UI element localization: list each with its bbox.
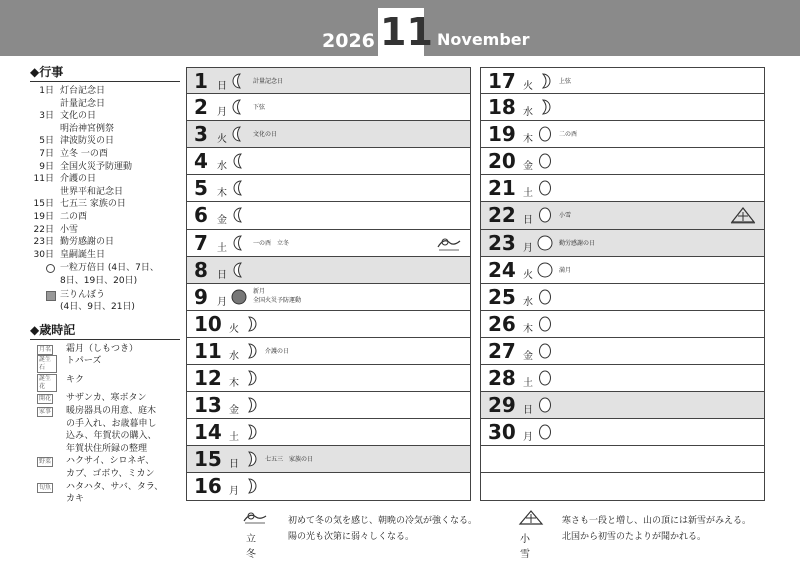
day-row — [480, 284, 765, 311]
day-row — [186, 446, 471, 473]
day-row — [480, 94, 765, 121]
saijiki-tag: 野菜 — [39, 458, 52, 466]
rittou-line-2: 陽の光も次第に弱々しくなる。 — [288, 532, 415, 542]
weekday-label: 土 — [217, 242, 227, 254]
legend-square-text: 三りんぼう — [60, 289, 106, 300]
day-note: 新月 — [253, 287, 266, 295]
weekday-label: 日 — [217, 269, 227, 281]
moon-phase-icon — [537, 73, 553, 89]
event-day: 30日 — [33, 249, 54, 260]
saijiki-item — [30, 405, 180, 418]
saijiki-tag-cell — [37, 355, 57, 374]
day-row — [186, 175, 471, 202]
saijiki-text: サザンカ、寒ボタン — [66, 393, 147, 404]
day-note: 七五三 家族の日 — [265, 456, 314, 464]
moon-phase-icon — [243, 478, 259, 494]
year-label: 2026 — [322, 30, 375, 52]
moon-phase-icon — [231, 73, 247, 89]
moon-phase-icon — [537, 289, 553, 305]
day-number: 10 — [194, 311, 222, 336]
events-divider — [30, 81, 180, 82]
day-note: 二の酉 — [559, 131, 578, 139]
event-item — [30, 173, 180, 186]
weekday-label: 火 — [229, 323, 239, 335]
moon-phase-icon — [231, 126, 247, 142]
weekday-label: 火 — [523, 81, 533, 92]
event-text: 灯台記念日 — [60, 86, 106, 96]
square-icon — [46, 291, 56, 301]
moon-phase-icon — [537, 397, 553, 413]
month-name: November — [437, 30, 530, 49]
weekday-label: 月 — [523, 432, 533, 444]
day-row — [480, 67, 765, 94]
event-item — [30, 135, 180, 148]
day-number: 12 — [194, 366, 222, 391]
saijiki-text: 込み、年賀状の購入、 — [66, 431, 157, 442]
event-item — [30, 161, 180, 174]
day-number: 8 — [194, 257, 208, 282]
saijiki-text: キク — [66, 374, 85, 385]
day-number: 13 — [194, 393, 222, 418]
moon-phase-icon — [537, 99, 553, 115]
event-item — [30, 85, 180, 98]
weekday-label: 木 — [217, 188, 227, 200]
moon-phase-icon — [537, 153, 553, 169]
weekday-label: 土 — [523, 378, 533, 390]
saijiki-tag: 誕生花 — [37, 374, 57, 392]
weekday-label: 金 — [523, 161, 533, 173]
day-note: 小雪 — [559, 212, 572, 220]
event-day: 9日 — [39, 161, 54, 172]
saijiki-item — [30, 443, 180, 456]
event-item — [30, 148, 180, 161]
day-row — [186, 365, 471, 392]
shousetsu-line-2: 北国から初雪のたよりが聞かれる。 — [562, 532, 707, 542]
day-note: 勤労感謝の日 — [559, 239, 596, 247]
moon-phase-icon — [231, 262, 247, 278]
moon-phase-icon — [243, 370, 259, 386]
shousetsu-icon — [518, 508, 544, 526]
day-number: 16 — [194, 474, 222, 499]
moon-phase-icon — [231, 207, 247, 223]
event-text: 文化の日 — [60, 111, 97, 122]
day-number: 15 — [194, 447, 222, 472]
moon-phase-icon — [537, 180, 553, 196]
event-day: 19日 — [33, 211, 54, 222]
event-item — [30, 211, 180, 224]
moon-phase-icon — [231, 99, 247, 115]
moon-phase-icon — [537, 262, 553, 278]
weekday-label: 火 — [217, 134, 227, 146]
weekday-label: 日 — [229, 459, 239, 471]
day-row — [480, 230, 765, 257]
day-note: 介護の日 — [265, 347, 290, 355]
saijiki-item — [30, 392, 180, 405]
day-number: 17 — [488, 69, 516, 93]
calendar-column-right — [480, 67, 765, 501]
weekday-label: 土 — [229, 432, 239, 444]
weekday-label: 金 — [217, 215, 227, 227]
day-number: 28 — [488, 366, 516, 391]
day-number: 5 — [194, 176, 208, 201]
day-note: 満月 — [559, 266, 572, 274]
circle-icon — [46, 264, 55, 273]
event-day: 11日 — [33, 174, 54, 185]
saijiki-text: 暖房器具の用意、庭木 — [66, 406, 157, 417]
day-row — [186, 311, 471, 338]
saijiki-text: 霜月（しもつき） — [66, 343, 139, 354]
event-text: 介護の日 — [60, 174, 97, 185]
event-text: 小雪 — [60, 224, 79, 235]
saijiki-tag-cell — [37, 392, 57, 405]
day-number: 20 — [488, 149, 516, 174]
weekday-label: 月 — [217, 107, 227, 119]
event-text: 七五三 家族の日 — [60, 199, 126, 210]
event-text: 津波防災の日 — [60, 136, 115, 147]
moon-phase-icon — [537, 207, 553, 223]
shousetsu-icon — [730, 205, 756, 225]
moon-phase-icon — [231, 153, 247, 169]
day-number: 25 — [488, 284, 516, 309]
day-number: 22 — [488, 203, 516, 228]
rittou-line-1: 初めて冬の気を感じ、朝晩の冷気が強くなる。 — [288, 516, 478, 526]
moon-phase-icon — [537, 343, 553, 359]
day-row — [186, 419, 471, 446]
event-item — [30, 249, 180, 262]
rittou-icon — [436, 233, 462, 253]
saijiki-text: カキ — [66, 494, 85, 505]
moon-phase-icon — [537, 126, 553, 142]
weekday-label: 水 — [217, 161, 227, 173]
saijiki-tag-cell — [37, 455, 57, 468]
weekday-label: 金 — [229, 405, 239, 417]
day-note: 文化の日 — [253, 131, 278, 139]
day-number: 14 — [194, 420, 222, 445]
day-number: 27 — [488, 338, 516, 363]
saijiki-text: ハタハタ、サバ、タラ、 — [66, 481, 164, 492]
weekday-label: 木 — [523, 134, 533, 146]
sidebar — [30, 64, 180, 506]
saijiki-item — [30, 374, 180, 393]
calendar-column-left — [186, 67, 471, 501]
rittou-title: 立冬 — [246, 534, 256, 560]
moon-phase-icon — [231, 180, 247, 196]
day-row — [480, 148, 765, 175]
saijiki-list — [30, 343, 180, 506]
event-text: 世界平和記念日 — [60, 186, 124, 197]
events-title: ◆行事 — [30, 65, 64, 79]
saijiki-title: ◆歳時記 — [30, 322, 76, 337]
saijiki-tag: 旬魚 — [39, 483, 52, 491]
weekday-label: 火 — [523, 269, 533, 281]
saijiki-item — [30, 343, 180, 356]
saijiki-divider — [30, 339, 180, 340]
event-day: 15日 — [33, 199, 54, 210]
event-item — [30, 224, 180, 237]
saijiki-tag: 誕生石 — [37, 355, 57, 373]
saijiki-text: トパーズ — [66, 356, 102, 367]
saijiki-item — [30, 418, 180, 431]
day-row — [480, 121, 765, 148]
saijiki-tag: 月名 — [39, 345, 52, 353]
moon-phase-icon — [243, 451, 259, 467]
legend-circle-text: 一粒万倍日 (4日、7日、 — [60, 263, 159, 274]
saijiki-item — [30, 493, 180, 506]
weekday-label: 木 — [229, 378, 239, 390]
moon-phase-icon — [243, 316, 259, 332]
day-row — [186, 338, 471, 365]
event-text: 皇嗣誕生日 — [60, 249, 106, 260]
event-text: 二の酉 — [60, 211, 88, 222]
day-row — [480, 338, 765, 365]
day-number: 3 — [194, 122, 208, 147]
saijiki-item — [30, 430, 180, 443]
event-item — [30, 236, 180, 249]
day-row — [186, 473, 471, 500]
day-number: 9 — [194, 284, 208, 309]
moon-phase-icon — [231, 289, 247, 305]
event-text: 計量記念日 — [60, 98, 106, 109]
saijiki-text: ハクサイ、シロネギ、 — [66, 456, 155, 467]
saijiki-tag: 開花 — [39, 395, 52, 403]
day-row — [186, 67, 471, 94]
day-number: 7 — [194, 230, 208, 255]
saijiki-tag-cell — [37, 468, 57, 481]
saijiki-tag-cell — [37, 430, 57, 443]
legend-square-item — [46, 289, 180, 314]
weekday-label: 木 — [523, 323, 533, 335]
day-note: 上弦 — [559, 78, 572, 85]
event-text: 明治神宮例祭 — [60, 123, 115, 134]
weekday-label: 水 — [523, 107, 533, 119]
day-row — [480, 175, 765, 202]
saijiki-text: の手入れ、お歳暮申し — [66, 418, 157, 429]
moon-phase-icon — [243, 343, 259, 359]
day-number: 19 — [488, 122, 516, 147]
weekday-label: 月 — [217, 296, 227, 308]
event-item — [30, 98, 180, 111]
event-day: 1日 — [39, 86, 54, 96]
day-number: 30 — [488, 420, 516, 445]
day-row — [480, 365, 765, 392]
moon-phase-icon — [243, 424, 259, 440]
day-number: 18 — [488, 95, 516, 120]
day-number: 23 — [488, 230, 516, 255]
saijiki-tag-cell — [37, 443, 57, 456]
event-day — [30, 98, 60, 111]
day-row — [480, 419, 765, 446]
event-day: 23日 — [33, 237, 54, 248]
day-number: 6 — [194, 203, 208, 228]
weekday-label: 水 — [523, 296, 533, 308]
day-number: 24 — [488, 257, 516, 282]
saijiki-item — [30, 481, 180, 494]
day-note: 下弦 — [253, 104, 266, 112]
saijiki-tag-cell — [37, 374, 57, 393]
day-row — [186, 202, 471, 229]
day-row — [186, 284, 471, 311]
day-row — [186, 94, 471, 121]
saijiki-item — [30, 455, 180, 468]
legend-circle-text-2: 8日、19日、20日) — [60, 275, 138, 286]
day-row — [480, 446, 765, 473]
day-number: 11 — [194, 338, 222, 363]
event-text: 立冬 一の酉 — [60, 148, 108, 159]
day-row — [480, 257, 765, 284]
day-number: 1 — [194, 69, 208, 93]
day-note-2: 全国火災予防運動 — [253, 296, 302, 304]
weekday-label: 月 — [229, 486, 239, 498]
event-day — [30, 186, 60, 199]
day-row — [480, 311, 765, 338]
moon-phase-icon — [537, 370, 553, 386]
moon-phase-icon — [231, 235, 247, 251]
event-text: 勤労感謝の日 — [60, 237, 115, 248]
weekday-label: 水 — [229, 350, 239, 362]
day-number: 29 — [488, 393, 516, 418]
day-note: 一の酉 立冬 — [253, 239, 290, 247]
event-day: 22日 — [33, 224, 54, 235]
event-text: 全国火災予防運動 — [60, 161, 133, 172]
weekday-label: 日 — [217, 81, 227, 92]
moon-phase-icon — [537, 316, 553, 332]
saijiki-tag-cell — [37, 493, 57, 506]
event-day: 5日 — [39, 136, 54, 147]
rittou-icon — [242, 508, 268, 526]
events-list — [30, 85, 180, 261]
saijiki-tag-cell — [37, 405, 57, 418]
event-item — [30, 198, 180, 211]
day-note: 計量記念日 — [253, 78, 284, 85]
day-row — [186, 148, 471, 175]
day-row — [186, 392, 471, 419]
shousetsu-title: 小雪 — [520, 534, 530, 560]
saijiki-tag: 家事 — [39, 408, 52, 416]
moon-phase-icon — [243, 397, 259, 413]
day-row — [480, 392, 765, 419]
saijiki-tag-cell — [37, 481, 57, 494]
saijiki-tag-cell — [37, 418, 57, 431]
legend-square-text-2: (4日、9日、21日) — [60, 302, 135, 313]
moon-phase-icon — [537, 235, 553, 251]
weekday-label: 土 — [523, 188, 533, 200]
saijiki-text: 年賀状住所録の整理 — [66, 443, 148, 454]
day-number: 2 — [194, 95, 208, 120]
weekday-label: 金 — [523, 350, 533, 362]
saijiki-tag-cell — [37, 343, 57, 356]
event-item — [30, 186, 180, 199]
month-number: 11 — [380, 10, 433, 54]
day-row — [186, 230, 471, 257]
day-row — [186, 121, 471, 148]
event-day: 3日 — [39, 111, 54, 122]
day-row — [186, 257, 471, 284]
saijiki-item — [30, 355, 180, 374]
day-number: 21 — [488, 176, 516, 201]
shousetsu-line-1: 寒さも一段と増し、山の頂には新雪がみえる。 — [562, 516, 752, 526]
event-day — [30, 123, 60, 136]
saijiki-text: カブ、ゴボウ、ミカン — [66, 469, 155, 480]
day-number: 4 — [194, 149, 208, 174]
day-number: 26 — [488, 311, 516, 336]
weekday-label: 日 — [523, 405, 533, 417]
saijiki-item — [30, 468, 180, 481]
event-day: 7日 — [39, 148, 54, 159]
event-item — [30, 123, 180, 136]
legend-circle-item — [46, 262, 180, 287]
weekday-label: 月 — [523, 242, 533, 254]
day-row — [480, 202, 765, 229]
event-item — [30, 110, 180, 123]
weekday-label: 日 — [523, 215, 533, 227]
moon-phase-icon — [537, 424, 553, 440]
day-row — [480, 473, 765, 500]
